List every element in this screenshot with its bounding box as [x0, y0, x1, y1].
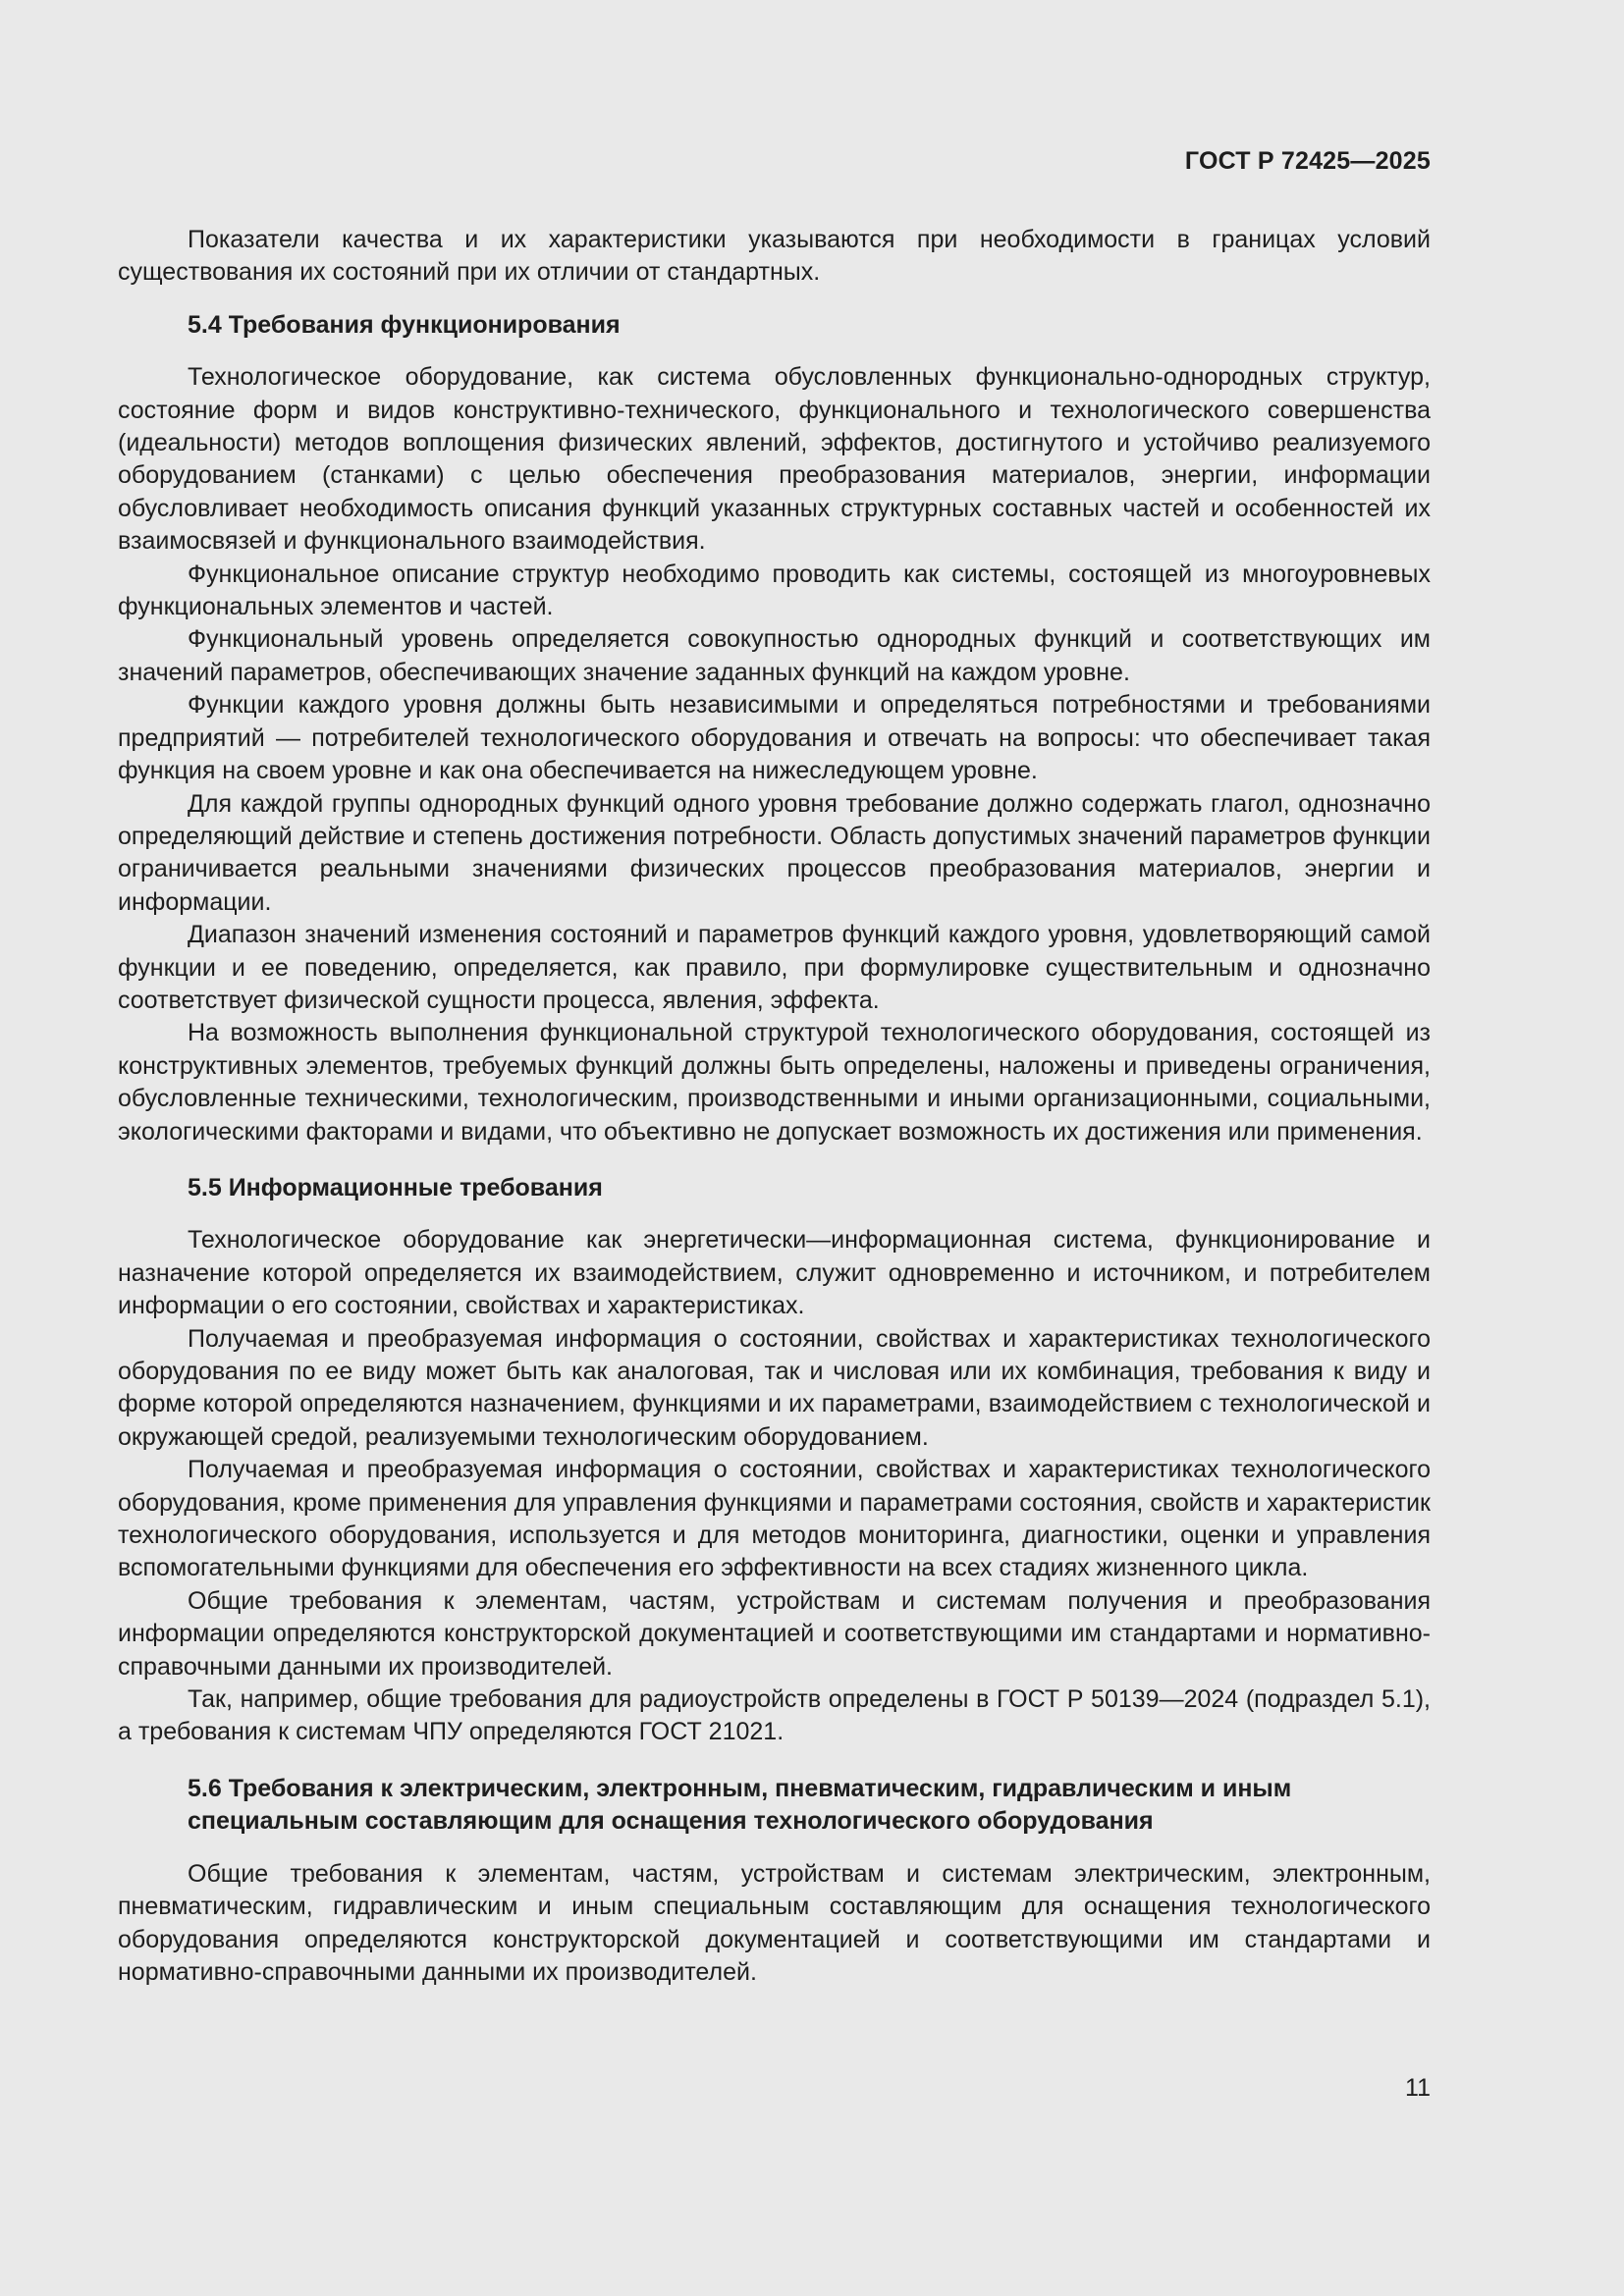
section-5-4-paragraph-4: Функции каждого уровня должны быть независимыми и определяться потребностями и требованиями предприятий — потребителей технологического оборудования и отвечать на вопросы: что обеспечивает такая функция на своем уровне и как она обеспечивается на нижеследующем уровне. — [118, 691, 1431, 785]
section-5-5-paragraph-4: Общие требования к элементам, частям, устройствам и системам получения и преобразования информации определяются конструкторской документацией и соответствующими им стандартами и нормативно-справочными данными их производителей. — [118, 1586, 1431, 1681]
intro-paragraph: Показатели качества и их характеристики указываются при необходимости в границах условий существования их состояний при их отличии от стандартных. — [118, 226, 1431, 287]
document-body — [118, 224, 1431, 1989]
section-5-5-paragraph-2: Получаемая и преобразуемая информация о состоянии, свойствах и характеристиках технологического оборудования по ее виду может быть как аналоговая, так и числовая или их комбинация, требования к виду и форме которой определяются назначением, функциями и их параметрами, взаимодействием с технологической и окружающей средой, реализуемыми технологическим оборудованием. — [118, 1324, 1431, 1451]
section-5-5-paragraph-1: Технологическое оборудование как энергетически—информационная система, функционирование и назначение которой определяется их взаимодействием, служит одновременно и источником, и потребителем информации о его состоянии, свойствах и характеристиках. — [118, 1226, 1431, 1320]
section-5-5-paragraph-3: Получаемая и преобразуемая информация о состоянии, свойствах и характеристиках технологического оборудования, кроме применения для управления функциями и параметрами состояния, свойств и характеристик технологического оборудования, используется и для методов мониторинга, диагностики, оценки и управления вспомогательными функциями для обеспечения его эффективности на всех стадиях жизненного цикла. — [118, 1456, 1431, 1582]
section-5-4-paragraph-3: Функциональный уровень определяется совокупностью однородных функций и соответствующих им значений параметров, обеспечивающих значение заданных функций на каждом уровне. — [118, 625, 1431, 686]
section-5-4-paragraph-2: Функциональное описание структур необходимо проводить как системы, состоящей из многоуровневых функциональных элементов и частей. — [118, 560, 1431, 621]
section-5-6-heading: 5.6 Требования к электрическим, электронным, пневматическим, гидравлическим и иным специальным составляющим для оснащения технологического оборудования — [188, 1774, 1292, 1836]
section-5-4-paragraph-6: Диапазон значений изменения состояний и параметров функций каждого уровня, удовлетворяющий самой функции и ее поведению, определяется, как правило, при формулировке существительным и однозначно соответствует физической сущности процесса, явления, эффекта. — [118, 921, 1431, 1014]
section-5-5-heading: 5.5 Информационные требования — [188, 1173, 603, 1201]
section-5-6-paragraph-1: Общие требования к элементам, частям, устройствам и системам электрическим, электронным, пневматическим, гидравлическим и иным специальным составляющим для оснащения технологического оборудования определяются конструкторской документацией и соответствующими им стандартами и нормативно-справочными данными их производителей. — [118, 1859, 1431, 1986]
section-5-4-paragraph-1: Технологическое оборудование, как система обусловленных функционально-однородных структур, состояние форм и видов конструктивно-технического, функционального и технологического совершенства (идеальности) методов воплощения физических явлений, эффектов, достигнутого и устойчиво реализуемого оборудованием (станками) с целью обеспечения преобразования материалов, энергии, информации обусловливает необходимость описания функций указанных структурных составных частей и особенностей их взаимосвязей и функционального взаимодействия. — [118, 363, 1431, 556]
section-5-4-paragraph-7: На возможность выполнения функциональной структурой технологического оборудования, состоящей из конструктивных элементов, требуемых функций должны быть определены, наложены и приведены ограничения, обусловленные техническими, технологическим, производственными и иными организационными, социальными, экологическими факторами и видами, что объективно не допускает возможность их достижения или применения. — [118, 1019, 1431, 1146]
section-5-4-heading: 5.4 Требования функционирования — [188, 310, 621, 339]
document-code: ГОСТ Р 72425—2025 — [1184, 147, 1431, 175]
section-5-4-paragraph-5: Для каждой группы однородных функций одного уровня требование должно содержать глагол, однозначно определяющий действие и степень достижения потребности. Область допустимых значений параметров функции ограничивается реальными значениями физических процессов преобразования материалов, энергии и информации. — [118, 789, 1431, 916]
page-number: 11 — [1405, 2074, 1431, 2102]
section-5-5-paragraph-5: Так, например, общие требования для радиоустройств определены в ГОСТ Р 50139—2024 (подраздел 5.1), а требования к системам ЧПУ определяются ГОСТ 21021. — [118, 1685, 1431, 1746]
